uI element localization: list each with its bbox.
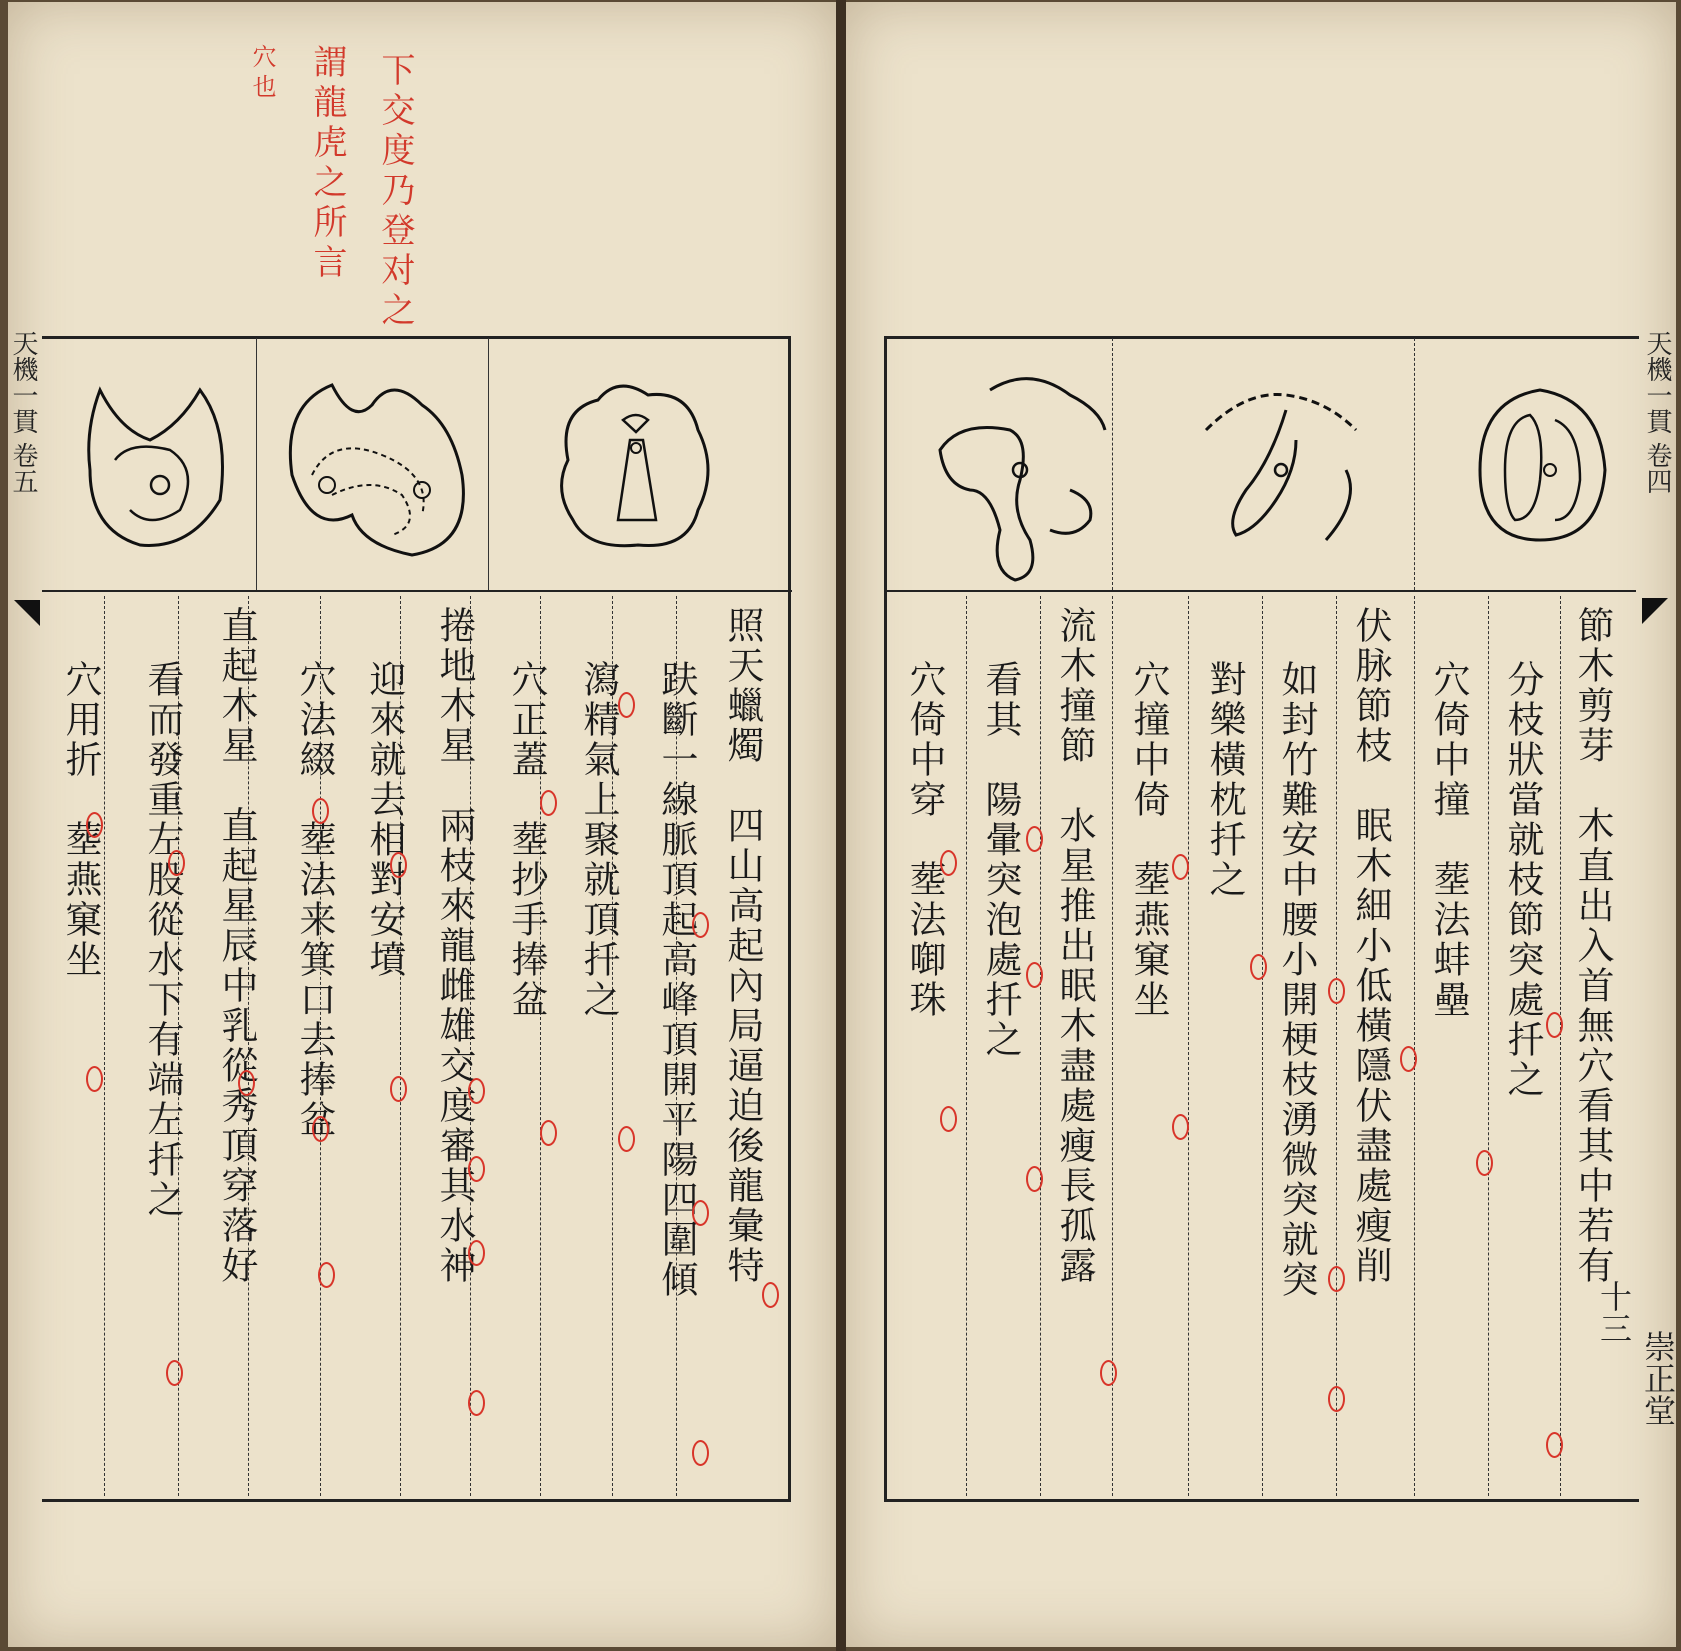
red-circle-mark: [940, 850, 957, 876]
col-rule: [1488, 596, 1489, 1496]
red-circle-mark: [312, 1116, 329, 1142]
red-circle-mark: [238, 1070, 255, 1096]
red-circle-mark: [1476, 1150, 1493, 1176]
diagram-hidden-vein: [1186, 380, 1376, 550]
red-circle-mark: [1328, 1266, 1345, 1292]
red-circle-mark: [1172, 854, 1189, 880]
red-circle-mark: [1250, 954, 1267, 980]
left-col-3: 瀉精氣上聚就頂扦之: [577, 660, 620, 1020]
red-circle-mark: [318, 1262, 335, 1288]
left-col-6: 迎來就去相對安墳: [363, 660, 406, 980]
diagram-straight-wood-star: [70, 370, 240, 570]
red-circle-mark: [618, 1126, 635, 1152]
right-col-1: 節木剪芽 木直出入首無穴看其中若有: [1571, 606, 1614, 1286]
red-circle-mark: [540, 1120, 557, 1146]
red-circle-mark: [468, 1240, 485, 1266]
diagram-heaven-candle: [548, 370, 718, 560]
left-col-2: 趺斷一線脈頂起高峰頂開平陽四圍傾: [655, 660, 698, 1300]
right-col-3: 穴倚中撞 塟法蚌壘: [1427, 660, 1470, 1020]
right-margin-label: 天機一貫 卷四: [1642, 330, 1672, 495]
red-circle-mark: [1172, 1114, 1189, 1140]
red-circle-mark: [1026, 962, 1043, 988]
left-col-10: 穴用折 塟燕窠坐: [59, 660, 102, 980]
right-col-8: 流木撞節 水星推出眠木盡處瘦長孤露: [1053, 606, 1096, 1286]
left-col-5: 捲地木星 兩枝來龍雌雄交度審其水神: [433, 606, 476, 1286]
col-rule: [1414, 596, 1415, 1496]
right-col-10: 穴倚中穿 塟法啣珠: [903, 660, 946, 1020]
left-diagram-sep: [256, 338, 257, 590]
left-diagram-sep: [488, 338, 489, 590]
right-col-4: 伏脉節枝 眠木細小低橫隱伏盡處瘦削: [1349, 606, 1392, 1286]
red-circle-mark: [762, 1282, 779, 1308]
left-diagram-divider: [42, 590, 792, 592]
red-circle-mark: [1328, 978, 1345, 1004]
red-circle-mark: [1100, 1360, 1117, 1386]
red-circle-mark: [468, 1078, 485, 1104]
left-col-9: 看而發重左股從水下有端左扦之: [141, 660, 184, 1220]
right-fishtail-mark: [1642, 598, 1668, 624]
diagram-flowing-wood: [930, 360, 1110, 590]
col-rule: [1336, 596, 1337, 1496]
left-col-7: 穴法綴 塟法来箕口去捧盆: [293, 660, 336, 1140]
red-circle-mark: [1328, 1386, 1345, 1412]
red-circle-mark: [692, 912, 709, 938]
red-circle-mark: [312, 798, 329, 824]
red-circle-mark: [940, 1106, 957, 1132]
red-note-2: 謂龍虎之所言: [307, 44, 347, 284]
right-col-9: 看其 陽暈突泡處扦之: [979, 660, 1022, 1060]
red-circle-mark: [540, 790, 557, 816]
red-circle-mark: [1400, 1046, 1417, 1072]
red-circle-mark: [468, 1156, 485, 1182]
diagram-cut-bud: [1460, 370, 1620, 560]
col-rule: [104, 596, 105, 1496]
left-col-8: 直起木星 直起星辰中乳從秀頂穿落好: [215, 606, 258, 1286]
red-circle-mark: [1546, 1432, 1563, 1458]
right-diagram-sep: [1112, 338, 1113, 590]
col-rule: [1262, 596, 1263, 1496]
col-rule: [1040, 596, 1041, 1496]
right-col-5: 如封竹難安中腰小開梗枝湧微突就突: [1275, 660, 1318, 1300]
red-circle-mark: [468, 1390, 485, 1416]
red-circle-mark: [692, 1200, 709, 1226]
red-circle-mark: [1026, 1166, 1043, 1192]
right-diagram-sep: [1414, 338, 1415, 590]
right-diagram-divider: [884, 590, 1636, 592]
left-fishtail-mark: [14, 600, 40, 626]
red-circle-mark: [168, 850, 185, 876]
red-note-1: 下交度乃登对之: [375, 52, 415, 332]
left-margin-label: 天機一貫 卷五: [8, 330, 38, 495]
publisher-hall: 崇正堂: [1639, 1330, 1677, 1426]
red-circle-mark: [390, 1076, 407, 1102]
left-col-1: 照天蠟燭 四山高起內局逼迫後龍彙特: [721, 606, 764, 1286]
left-col-4: 穴正蓋 塟抄手捧盆: [505, 660, 548, 1020]
red-circle-mark: [1546, 1012, 1563, 1038]
red-circle-mark: [86, 1066, 103, 1092]
page-number: 十三: [1595, 1280, 1633, 1344]
red-circle-mark: [86, 812, 103, 838]
diagram-rolling-wood-star: [272, 365, 482, 575]
col-rule: [1560, 596, 1561, 1496]
red-circle-mark: [390, 852, 407, 878]
right-col-7: 穴撞中倚 塟燕窠坐: [1127, 660, 1170, 1020]
red-circle-mark: [692, 1440, 709, 1466]
book-gutter: [836, 0, 846, 1651]
right-col-6: 對樂橫枕扦之: [1203, 660, 1246, 900]
red-circle-mark: [1026, 826, 1043, 852]
red-circle-mark: [618, 692, 635, 718]
red-note-3: 穴也: [248, 44, 276, 104]
col-rule: [1188, 596, 1189, 1496]
red-circle-mark: [166, 1360, 183, 1386]
col-rule: [966, 596, 967, 1496]
right-col-2: 分枝狀當就枝節突處扦之: [1501, 660, 1544, 1100]
